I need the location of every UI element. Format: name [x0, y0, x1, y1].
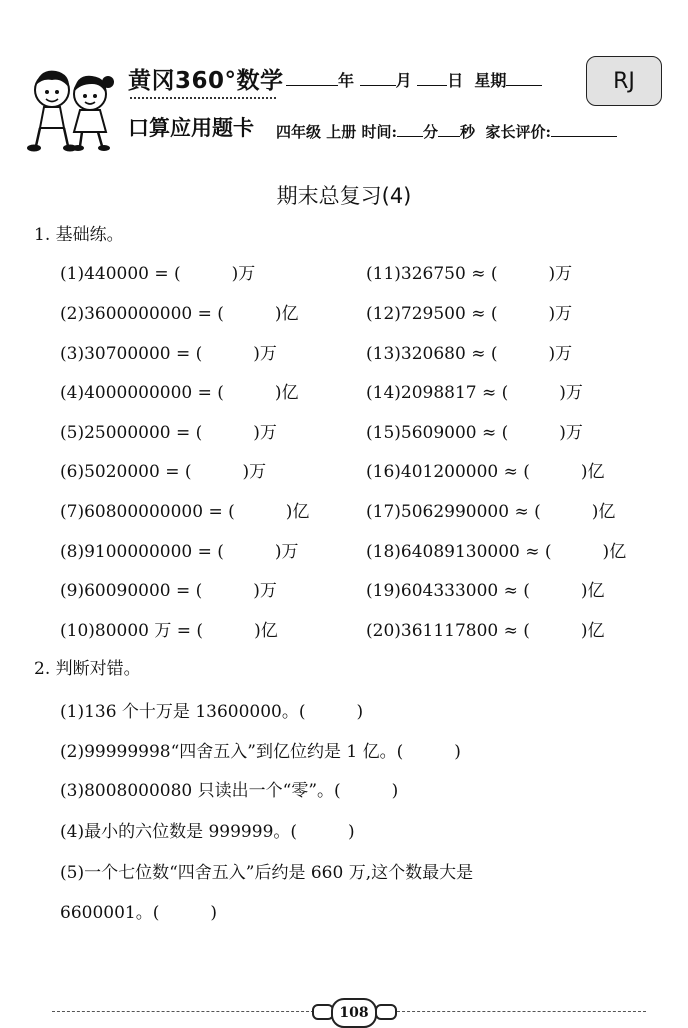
item-8: (8)9100000000 = ( )万: [60, 542, 299, 562]
judge-item-1: (1)136 个十万是 13600000。( ): [60, 702, 364, 722]
kids-illustration-icon: [22, 62, 122, 154]
grade-label: 四年级 上册: [276, 123, 357, 141]
judge-item-5: (5)一个七位数“四舍五入”后约是 660 万,这个数最大是: [60, 863, 474, 883]
day-blank[interactable]: [417, 71, 447, 86]
item-6: (6)5020000 = ( )万: [60, 462, 267, 482]
item-18: (18)64089130000 ≈ ( )亿: [366, 542, 627, 562]
parent-label: 家长评价:: [485, 123, 552, 141]
item-17: (17)5062990000 ≈ ( )亿: [366, 502, 616, 522]
second-blank[interactable]: [438, 122, 460, 137]
year-label: 年: [338, 71, 355, 90]
page-number: 108: [331, 998, 377, 1028]
item-5: (5)25000000 = ( )万: [60, 423, 277, 443]
section1-heading: 1. 基础练。: [34, 225, 124, 245]
item-7: (7)60800000000 = ( )亿: [60, 502, 310, 522]
brand-title: 黄冈360°数学: [128, 68, 284, 94]
second-label: 秒: [460, 123, 476, 141]
judge-item-4: (4)最小的六位数是 999999。( ): [60, 822, 355, 842]
date-line: [286, 68, 542, 91]
item-4: (4)4000000000 = ( )亿: [60, 383, 299, 403]
rj-badge: RJ: [586, 56, 662, 106]
item-20: (20)361117800 ≈ ( )亿: [366, 621, 605, 641]
week-label: 星期: [474, 71, 507, 90]
judge-item-3: (3)8008000080 只读出一个“零”。( ): [60, 781, 399, 801]
item-12: (12)729500 ≈ ( )万: [366, 304, 573, 324]
parent-blank[interactable]: [551, 122, 617, 137]
footer-line-left: [52, 1011, 314, 1012]
week-blank[interactable]: [506, 71, 542, 86]
minute-label: 分: [423, 123, 439, 141]
month-label: 月: [395, 71, 412, 90]
brand-divider: [130, 97, 276, 99]
item-10: (10)80000 万 = ( )亿: [60, 621, 278, 641]
time-label: 时间:: [361, 123, 398, 141]
item-15: (15)5609000 ≈ ( )万: [366, 423, 583, 443]
item-9: (9)60090000 = ( )万: [60, 581, 277, 601]
footer-line-right: [392, 1011, 646, 1012]
item-2: (2)3600000000 = ( )亿: [60, 304, 299, 324]
minute-blank[interactable]: [397, 122, 423, 137]
judge-item-2: (2)99999998“四舍五入”到亿位约是 1 亿。( ): [60, 742, 461, 762]
info-line: [276, 121, 617, 142]
item-3: (3)30700000 = ( )万: [60, 344, 277, 364]
year-blank[interactable]: [286, 71, 338, 86]
item-13: (13)320680 ≈ ( )万: [366, 344, 573, 364]
item-16: (16)401200000 ≈ ( )亿: [366, 462, 605, 482]
page-title: 期末总复习(4): [276, 184, 412, 208]
item-11: (11)326750 ≈ ( )万: [366, 264, 573, 284]
section2-heading: 2. 判断对错。: [34, 659, 141, 679]
judge-item-5-cont: 6600001。( ): [60, 903, 217, 923]
month-blank[interactable]: [360, 71, 396, 86]
brand-subtitle: 口算应用题卡: [128, 116, 254, 140]
item-14: (14)2098817 ≈ ( )万: [366, 383, 583, 403]
footer-bead-right-icon: [375, 1004, 397, 1020]
item-19: (19)604333000 ≈ ( )亿: [366, 581, 605, 601]
item-1: (1)440000 = ( )万: [60, 264, 256, 284]
day-label: 日: [447, 71, 464, 90]
